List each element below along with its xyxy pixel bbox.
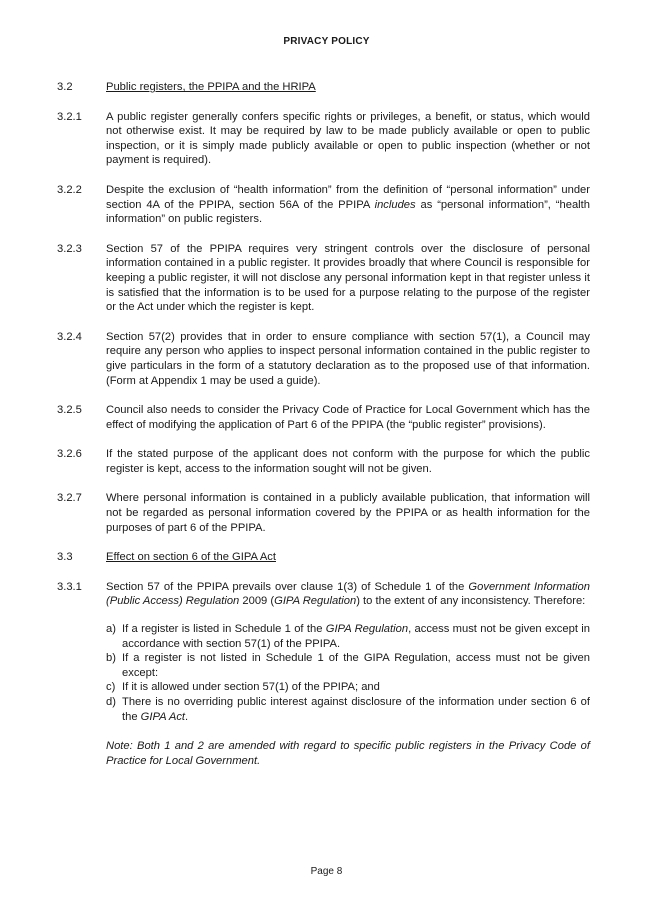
paragraph-number: 3.3.1: [57, 580, 82, 593]
paragraph-text: A public register generally confers specific rights or privileges, a benefit, or status, which would not otherwise exist. It may be required by law to be made publicly available or open to public inspection, or it is simply made publicly available or open to public inspection (whether or not payment is required).: [106, 110, 590, 167]
paragraph-text: Where personal information is contained in a publicly available publication, that information will not be regarded as personal information covered by the PPIPA or as health information for the purposes of part 6 of the PPIPA.: [106, 492, 590, 534]
condition-list: [106, 622, 590, 724]
section-title: Public registers, the PPIPA and the HRIPA: [106, 81, 316, 93]
paragraph-text: Section 57(2) provides that in order to ensure compliance with section 57(1), a Council may require any person who applies to inspect personal information contained in the public register to give particulars in the form of a statutory declaration as to the proposed use of that information. (Form at Appendix 1 may be used a guide).: [106, 330, 590, 387]
paragraph-text: Council also needs to consider the Privacy Code of Practice for Local Government which has the effect of modifying the application of Part 6 of the PPIPA (the “public register” provisions).: [106, 404, 590, 431]
paragraph: [57, 183, 590, 227]
paragraph-number: 3.2.7: [57, 492, 82, 505]
paragraph-number: 3.2.2: [57, 183, 82, 196]
paragraph-number: 3.2.6: [57, 448, 82, 461]
list-text: If a register is not listed in Schedule 1 of the GIPA Regulation, access must not be given except:: [122, 652, 590, 679]
document-body: [57, 80, 590, 768]
list-text: There is no overriding public interest against disclosure of the information under section 6 of the GIPA Act.: [122, 696, 590, 723]
paragraph-number: 3.2.5: [57, 404, 82, 417]
section-number: 3.2: [57, 81, 73, 93]
section-heading: [57, 550, 590, 565]
paragraph: [57, 110, 590, 168]
paragraph-block: [106, 580, 590, 769]
paragraph-number: 3.2.4: [57, 330, 82, 343]
list-item: [106, 695, 590, 724]
paragraph-number: 3.2.1: [57, 110, 82, 123]
note-text: Note: Both 1 and 2 are amended with regard to specific public registers in the Privacy Code of Practice for Local Government.: [106, 740, 590, 767]
page-number: Page 8: [310, 866, 343, 877]
list-text: If it is allowed under section 57(1) of the PPIPA; and: [122, 681, 380, 694]
paragraph: [57, 491, 590, 535]
paragraph-text: Despite the exclusion of “health information” from the definition of “personal information” under section 4A of the PPIPA, section 56A of the PPIPA includes as “personal information”, “health information” on public registers.: [106, 183, 590, 226]
section-title: Effect on section 6 of the GIPA Act: [106, 551, 276, 564]
paragraph: [57, 330, 590, 388]
paragraph: [57, 403, 590, 432]
paragraph-number: 3.2.3: [57, 242, 82, 255]
paragraph: [57, 242, 590, 315]
list-label: c): [106, 681, 116, 694]
list-item: [106, 622, 590, 651]
paragraph-text: Section 57 of the PPIPA requires very stringent controls over the disclosure of personal information contained in a public register. It provides broadly that where Council is responsible for keeping a public register, it will not disclose any personal information kept in that register unless it is satisfied that the information is to be used for a purpose relating to the purpose of the register or the Act under which the register is kept.: [106, 242, 590, 314]
section-heading: [57, 80, 590, 95]
paragraph-text: If the stated purpose of the applicant does not conform with the purpose for which the public register is kept, access to the information sought will not be given.: [106, 448, 590, 475]
list-text: If a register is listed in Schedule 1 of the GIPA Regulation, access must not be given except in accordance with section 57(1) of the PPIPA.: [122, 623, 590, 650]
list-label: a): [106, 623, 116, 636]
paragraph-text: Section 57 of the PPIPA prevails over clause 1(3) of Schedule 1 of the Government Information (Public Access) Regulation 2009 (GIPA Regulation) to the extent of any inconsistency. Therefore:: [106, 580, 590, 608]
page-header: PRIVACY POLICY: [283, 36, 370, 47]
list-item: [106, 651, 590, 680]
paragraph: [57, 580, 590, 769]
list-label: b): [106, 652, 116, 665]
list-item: [106, 680, 590, 695]
list-label: d): [106, 696, 116, 708]
paragraph: [57, 447, 590, 476]
section-number: 3.3: [57, 551, 73, 564]
